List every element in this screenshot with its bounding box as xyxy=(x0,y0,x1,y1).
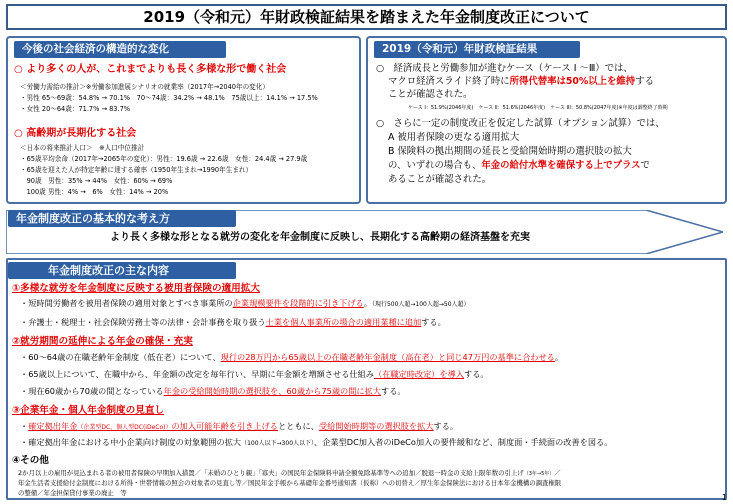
page-number: 1 xyxy=(721,493,727,502)
page-title: 2019（令和元）年財政検証結果を踏まえた年金制度改正について xyxy=(6,4,727,30)
right-line1b: マクロ経済スライド終了時に所得代替率は50%以上を維持する xyxy=(388,76,654,87)
left-point2: ○ 高齢期が長期化する社会 xyxy=(14,128,137,139)
main-header: 年金制度改正の主な内容 xyxy=(8,262,236,279)
section2-line3: ・現在60歳から70歳の間となっている年金の受給開始時期の選択肢を、60歳から75歳の間に拡大する。 xyxy=(20,386,406,396)
left-panel xyxy=(6,36,361,204)
left-point2-line: ・65歳を迎えた人が特定年齢に達する確率（1950年生まれ→1990年生まれ） xyxy=(20,166,253,174)
right-line2d: の、いずれの場合も、年金の給付水準を確保する上でプラスで xyxy=(388,160,650,171)
section4-line3: の整備／年金担保貸付事業の廃止 等 xyxy=(18,489,127,497)
section1-line2: ・弁護士・税理士・社会保険労務士等の法律・会計事務を取り扱う士業を個人事業所の場合の適用業種に追加する。 xyxy=(20,317,446,327)
section4-title: ④その他 xyxy=(12,455,49,466)
left-panel-header: 今後の社会経済の構造的な変化 xyxy=(14,41,226,58)
right-note: ケース I：51.9%(2046年度) ケース II：51.6%(2046年度) ケース III：50.8%(2047年度)※年度は調整終了時期 xyxy=(408,105,668,111)
section1-title: ①多様な就労を年金制度に反映する被用者保険の適用拡大 xyxy=(12,283,260,294)
right-line2e: あることが確認された。 xyxy=(388,174,492,185)
right-panel xyxy=(366,36,727,204)
left-point2-subtitle: ＜日本の将来推計人口＞ ※人口中位推計 xyxy=(20,144,145,152)
left-point1-line: ・女性 20～64歳：71.7% → 83.7% xyxy=(20,105,131,113)
section4-line1: 2か月以上の雇用が見込まれる者の被用者保険の早期加入措置／「未婚のひとり親」「寡夫」の国民年金保険料申請全額免除基準等への追加／脱退一時金の支給上限年数の引上げ（3年→5年）／ xyxy=(18,469,561,477)
section3-line2: ・確定拠出年金における中小企業向け制度の対象範囲の拡大（100人以下→300人以下）、企業型DC加入者のiDeCo加入の要件緩和など、制度面・手続面の改善を図る。 xyxy=(20,437,613,447)
section4-line2: 年金生活者支援給付金制度における所得・世帯情報の照会の対象者の見直し等／国民年金手帳から基礎年金番号通知書（仮称）への切替え／厚生年金保険法における日本年金機構の調査権限 xyxy=(18,479,562,487)
right-line1a: ○ 経済成長と労働参加が進むケース（ケース Ⅰ ～Ⅲ）では、 xyxy=(376,63,633,74)
left-point2-line: 90歳 男性：35% → 44% 女性：60% → 69% xyxy=(20,177,173,185)
left-point1-subtitle: ＜労働力需給の推計＞※労働参加進展シナリオの就業率（2017年→2040年の変化） xyxy=(20,83,269,91)
right-line2b: A 被用者保険の更なる適用拡大 xyxy=(388,132,520,143)
right-line2d-highlight: 年金の給付水準を確保する上でプラス xyxy=(481,160,641,171)
basic-statement: より長く多様な形となる就労の変化を年金制度に反映し、長期化する高齢期の経済基盤を充実 xyxy=(110,232,530,243)
left-point2-line: ・65歳平均余命（2017年→2065年の変化）：男性：19.6歳 → 22.6歳 女性：24.4歳 → 27.9歳 xyxy=(20,155,308,163)
section3-line1: ・確定拠出年金（企業型DC、個人型DC(iDeCo)）の加入可能年齢を引き上げるとともに、受給開始時期等の選択肢を拡大する。 xyxy=(20,421,459,431)
basic-header: 年金制度改正の基本的な考え方 xyxy=(8,210,236,227)
right-line1c: ことが確認された。 xyxy=(388,89,473,100)
section2-line1: ・60～64歳の在職老齢年金制度（低在老）について、現行の28万円から65歳以上の在職老齢年金制度（高在老）と同じ47万円の基準に合わせる。 xyxy=(20,352,564,362)
left-point1: ○ より多くの人が、これまでよりも長く多様な形で働く社会 xyxy=(14,64,287,75)
section1-line1: ・短時間労働者を被用者保険の適用対象とすべき事業所の企業規模要件を段階的に引き下げる。（現行500人超→100人超→50人超） xyxy=(20,298,470,308)
section2-title: ②就労期間の延伸による年金の確保・充実 xyxy=(12,336,193,347)
right-line2a: ○ さらに一定の制度改正を仮定した試算（オプション試算）では、 xyxy=(376,118,665,129)
section3-title: ③企業年金・個人年金制度の見直し xyxy=(12,405,165,416)
right-line1b-highlight: 所得代替率は50%以上を維持 xyxy=(509,76,636,87)
right-panel-header: 2019（令和元）年財政検証結果 xyxy=(374,41,580,58)
section2-line2: ・65歳以上について、在職中から、年金額の改定を毎年行い、早期に年金額を増額させる仕組み（在職定時改定）を導入する。 xyxy=(20,369,489,379)
left-point2-line: 100歳 男性：4% → 6% 女性：14% → 20% xyxy=(20,188,169,196)
left-point1-line: ・男性 65～69歳：54.8% → 70.1% 70～74歳：34.2% → 48.1% 75歳以上：14.1% → 17.5% xyxy=(20,94,318,102)
right-line2c: B 保険料の拠出期間の延長と受給開始時期の選択肢の拡大 xyxy=(388,146,632,157)
